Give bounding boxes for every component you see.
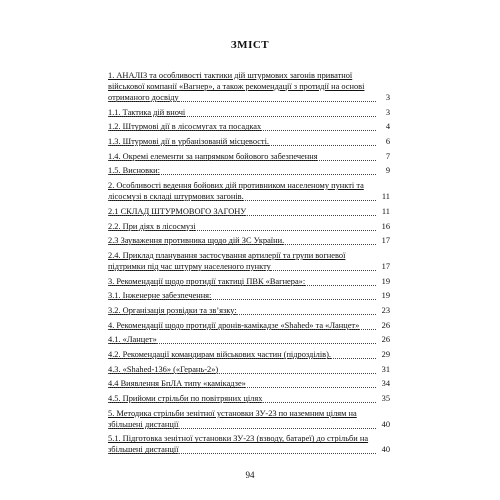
toc-entry-2-1 bbox=[108, 206, 390, 217]
toc-entry-page: 19 bbox=[381, 291, 390, 301]
toc-entry-4 bbox=[108, 320, 390, 331]
toc-entry-2-2 bbox=[108, 221, 390, 232]
toc-entry-2-4 bbox=[108, 250, 390, 272]
dot-leader bbox=[108, 314, 376, 315]
toc-entry-text: 3.1. Інженерне забезпечення: bbox=[108, 291, 212, 301]
dot-leader bbox=[108, 101, 376, 102]
toc-entry-page: 9 bbox=[385, 166, 390, 176]
toc-entry-text: 3. Рекомендації щодо протидії тактиці ПВК «Вагнера»: bbox=[108, 276, 306, 286]
toc-entry-4-4 bbox=[108, 378, 390, 389]
dot-leader bbox=[108, 244, 376, 245]
toc-entry-text: 2.1 СКЛАД ШТУРМОВОГО ЗАГОНУ bbox=[108, 206, 247, 216]
toc-entry-page: 23 bbox=[381, 305, 390, 315]
toc-entry-text: 1.3. Штурмові дії в урбанізованій місцевості. bbox=[108, 137, 270, 147]
toc-entry-page: 34 bbox=[381, 379, 390, 389]
toc-entry-2-3 bbox=[108, 235, 390, 246]
dot-leader bbox=[108, 174, 376, 175]
dot-leader bbox=[108, 200, 376, 201]
toc-entry-page: 3 bbox=[385, 107, 390, 117]
toc-entry-page: 16 bbox=[381, 221, 390, 231]
toc-entry-text: 1. АНАЛІЗ та особливості тактики дій штурмових загонів приватної військової компанії «Вагнер», а також рекомендації з протидії на основі отриманого досвіду bbox=[108, 71, 365, 102]
toc-entry-text: 2.2. При діях в лісосмузі bbox=[108, 221, 196, 231]
dot-leader bbox=[108, 358, 376, 359]
toc-entry-3-2 bbox=[108, 305, 390, 316]
toc-entry-2 bbox=[108, 180, 390, 202]
dot-leader bbox=[108, 215, 376, 216]
toc-entry-text: 2.4. Приклад планування застосування артилерії та групи вогневої підтримки під час штурму населеного пункту bbox=[108, 250, 346, 271]
toc-entry-1-2 bbox=[108, 121, 390, 132]
toc-entry-4-5 bbox=[108, 393, 390, 404]
toc-entry-1 bbox=[108, 70, 390, 103]
page-number: 94 bbox=[245, 470, 255, 480]
toc-entry-text: 1.4. Окремі елементи за напрямком бойового забезпечення bbox=[108, 151, 318, 161]
toc-entry-page: 19 bbox=[381, 276, 390, 286]
toc-entry-page: 29 bbox=[381, 350, 390, 359]
toc-entry-page: 26 bbox=[381, 320, 390, 330]
page-title: ЗМІСТ bbox=[230, 39, 270, 51]
dot-leader bbox=[108, 160, 376, 161]
toc-entry-page: 31 bbox=[381, 364, 390, 374]
dot-leader bbox=[108, 373, 376, 374]
dot-leader bbox=[108, 343, 376, 344]
toc-entry-text: 5.1. Підготовка зенітної установки ЗУ-23 (взводу, батареї) до стрільби на збільшені дистанції bbox=[108, 434, 369, 455]
table-of-contents bbox=[108, 70, 390, 459]
toc-entry-page: 3 bbox=[385, 93, 390, 102]
dot-leader bbox=[108, 387, 376, 388]
toc-entry-text: 3.2. Організація розвідки та зв’язку: bbox=[108, 305, 237, 315]
dot-leader bbox=[108, 230, 376, 231]
dot-leader bbox=[108, 145, 376, 146]
toc-entry-text: 4.2. Рекомендації командирам військових частин (підрозділів). bbox=[108, 350, 331, 359]
toc-entry-text: 4.5. Прийоми стрільби по повітряних цілях bbox=[108, 394, 263, 404]
toc-entry-1-1 bbox=[108, 107, 390, 118]
dot-leader bbox=[108, 285, 376, 286]
toc-entry-page: 35 bbox=[381, 394, 390, 404]
toc-entry-text: 4.3. «Shahed-136» («Герань-2») bbox=[108, 364, 219, 374]
toc-entry-text: 4.1. «Ланцет» bbox=[108, 335, 157, 345]
toc-entry-page: 17 bbox=[381, 236, 390, 246]
toc-entry-text: 4.4 Виявлення БпЛА типу «камікадзе» bbox=[108, 379, 246, 389]
toc-entry-page: 6 bbox=[385, 137, 390, 147]
toc-entry-4-3 bbox=[108, 364, 390, 375]
dot-leader bbox=[108, 402, 376, 403]
toc-entry-page: 11 bbox=[381, 192, 390, 202]
toc-entry-page: 40 bbox=[381, 419, 390, 429]
toc-entry-1-3 bbox=[108, 136, 390, 147]
dot-leader bbox=[108, 299, 376, 300]
toc-entry-page: 4 bbox=[385, 122, 390, 132]
dot-leader bbox=[108, 270, 376, 271]
toc-entry-text: 1.2. Штурмові дії в лісосмугах та посадках bbox=[108, 122, 262, 132]
toc-entry-3-1 bbox=[108, 290, 390, 301]
dot-leader bbox=[108, 453, 376, 454]
toc-entry-page: 40 bbox=[381, 445, 390, 455]
toc-entry-1-4 bbox=[108, 151, 390, 162]
toc-entry-page: 17 bbox=[381, 261, 390, 271]
toc-entry-text: 5. Методика стрільби зенітної установки ЗУ-23 по наземним цілям на збільшені дистанції bbox=[108, 408, 357, 429]
toc-entry-5 bbox=[108, 408, 390, 430]
dot-leader bbox=[108, 130, 376, 131]
dot-leader bbox=[108, 329, 376, 330]
toc-entry-text: 4. Рекомендації щодо протидії дронів-камікадзе «Shahed» та «Ланцет» bbox=[108, 320, 360, 330]
dot-leader bbox=[108, 428, 376, 429]
toc-entry-text: 2.3 Зауваження противника щодо дій ЗС України. bbox=[108, 236, 285, 246]
dot-leader bbox=[108, 116, 376, 117]
toc-entry-text: 1.1. Тактика дій вночі bbox=[108, 107, 186, 117]
toc-entry-1-5 bbox=[108, 165, 390, 176]
toc-entry-4-1 bbox=[108, 334, 390, 345]
toc-entry-text: 1.5. Висновки: bbox=[108, 166, 160, 176]
toc-entry-text: 2. Особливості ведення бойових дій противником населеному пункті та лісосмузі в складі штурмових загонів. bbox=[108, 181, 364, 202]
toc-entry-4-2 bbox=[108, 349, 390, 360]
toc-entry-5-1 bbox=[108, 433, 390, 455]
toc-entry-page: 11 bbox=[381, 206, 390, 216]
toc-entry-page: 7 bbox=[385, 151, 390, 161]
toc-entry-3 bbox=[108, 276, 390, 287]
toc-entry-page: 26 bbox=[381, 335, 390, 345]
